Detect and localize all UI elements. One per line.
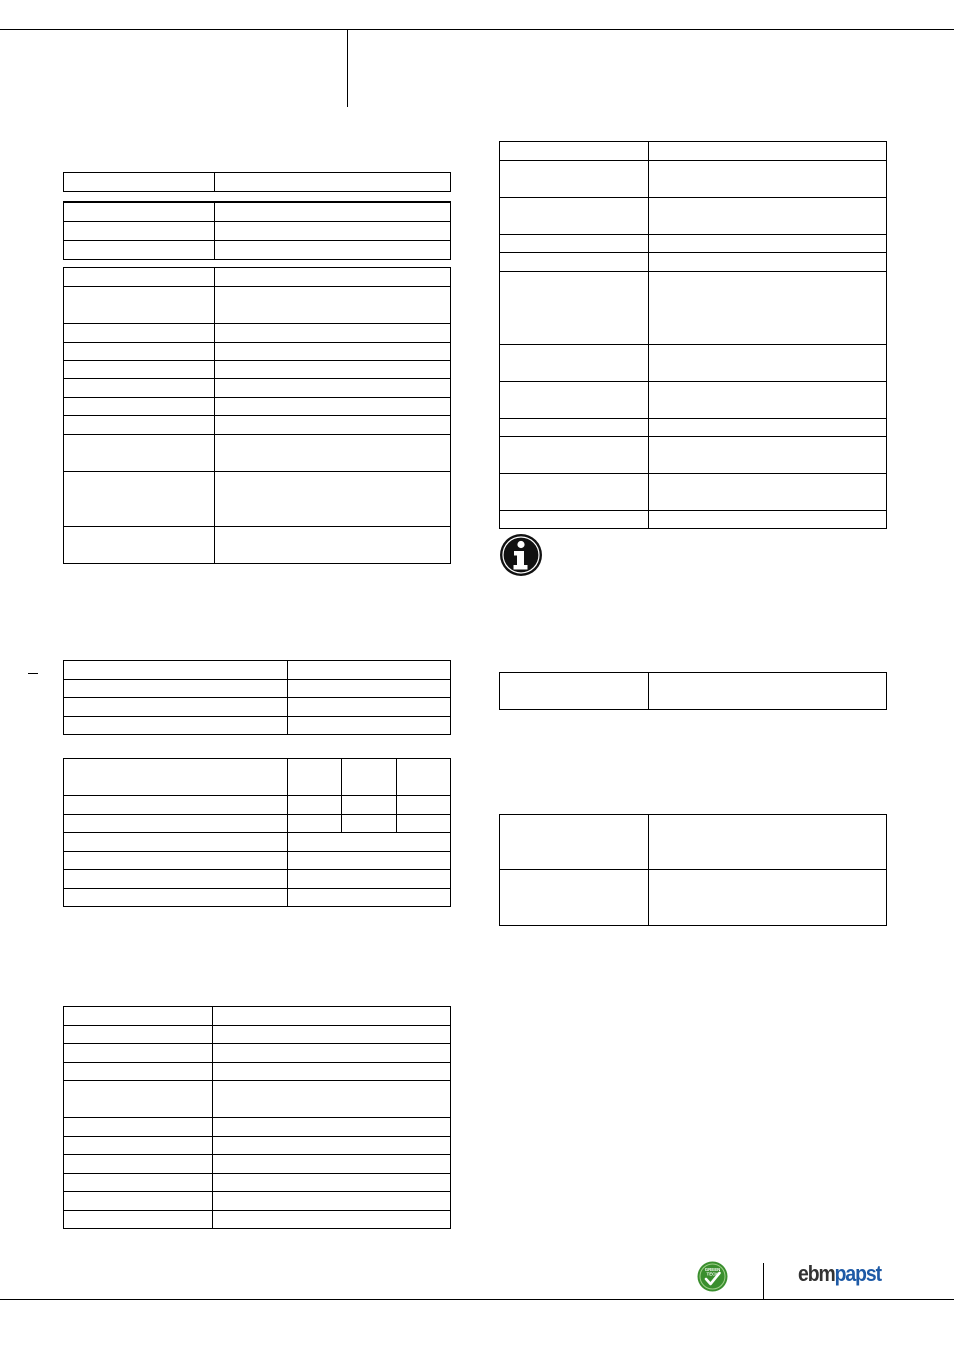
ebmpapst-logo	[798, 1261, 881, 1287]
table-row	[64, 1155, 451, 1174]
table-mechanical	[63, 1006, 451, 1229]
footer-rule	[0, 1299, 954, 1300]
table-row	[500, 161, 887, 198]
table-row	[64, 240, 451, 259]
table-general	[63, 172, 451, 192]
table-row	[64, 268, 451, 287]
table-row	[64, 324, 451, 343]
table-row	[64, 698, 451, 717]
table-row	[64, 833, 451, 852]
table-row	[64, 1063, 451, 1081]
table-row	[500, 198, 887, 235]
table-row	[500, 419, 887, 437]
table-row	[64, 361, 451, 379]
table-row	[64, 1118, 451, 1137]
table-row	[500, 870, 887, 926]
table-row	[64, 173, 451, 192]
table-row	[64, 1081, 451, 1118]
table-operating-points	[63, 758, 451, 907]
table-row	[64, 1137, 451, 1155]
table-electrical	[63, 660, 451, 735]
table-row	[64, 661, 451, 680]
table-row	[64, 202, 451, 221]
table-row	[64, 416, 451, 435]
table-row	[64, 889, 451, 907]
table-row	[64, 796, 451, 815]
table-row	[500, 437, 887, 474]
header-top-rule	[0, 29, 954, 30]
table-row	[64, 1174, 451, 1192]
table-right-specs	[499, 141, 887, 529]
logo-part-ebm: ebm	[798, 1261, 835, 1286]
table-row	[500, 142, 887, 161]
greentech-text-line2: TECH	[706, 1271, 719, 1277]
header-divider	[347, 29, 348, 107]
table-row	[64, 435, 451, 472]
table-row	[64, 1026, 451, 1044]
table-row	[500, 382, 887, 419]
table-row	[64, 717, 451, 735]
table-row	[64, 221, 451, 240]
greentech-text-line1: GREEN	[704, 1267, 721, 1272]
table-row	[500, 815, 887, 870]
table-row	[64, 680, 451, 698]
table-row	[64, 852, 451, 870]
table-row	[64, 870, 451, 889]
table-technical	[63, 267, 451, 564]
table-row	[64, 1007, 451, 1026]
table-row	[64, 1211, 451, 1229]
greentech-badge	[697, 1261, 728, 1292]
table-right-approvals	[499, 814, 887, 926]
table-row	[64, 379, 451, 398]
table-row	[64, 759, 451, 796]
table-row	[500, 511, 887, 529]
table-row	[64, 1044, 451, 1063]
logo-separator	[763, 1263, 764, 1299]
table-row	[500, 345, 887, 382]
table-row	[64, 815, 451, 833]
info-icon	[499, 533, 543, 577]
table-row	[64, 1192, 451, 1211]
logo-part-papst: papst	[834, 1261, 882, 1286]
table-row	[500, 235, 887, 253]
table-nominal	[63, 201, 451, 260]
table-row	[500, 474, 887, 511]
table-row	[500, 253, 887, 272]
table-row	[64, 287, 451, 324]
table-row	[500, 272, 887, 345]
table-row	[64, 472, 451, 527]
table-right-note	[499, 672, 887, 710]
table-row	[64, 343, 451, 361]
table-row	[64, 398, 451, 416]
table-row	[500, 673, 887, 710]
table-row	[64, 527, 451, 564]
side-dash	[28, 673, 38, 674]
